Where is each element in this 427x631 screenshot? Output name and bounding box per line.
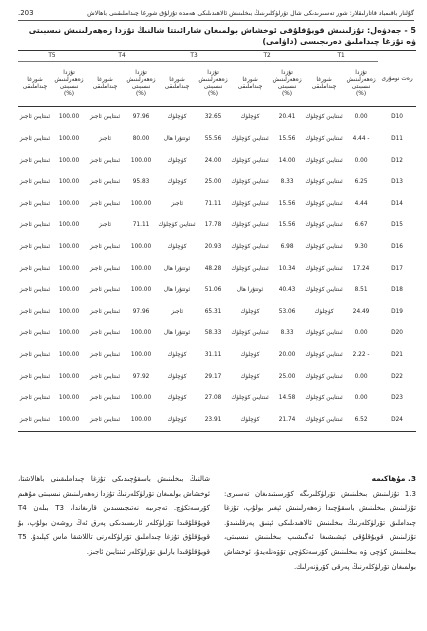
tolerance-header: شورغا چىداملىقى [230, 62, 270, 107]
rate-cell: 25.00 [278, 373, 296, 380]
tolerance-cell: ئىنتايىن كۈچلۈك [305, 351, 343, 358]
rate-cell: 17.24 [352, 265, 370, 272]
tolerance-cell: ئىنتايىن ئاجىز [89, 287, 121, 294]
tolerance-cell: كۈچلۈك [240, 114, 260, 121]
rate-cell: 95.83 [132, 179, 150, 186]
left-column-text: شالنىڭ بىخلىنىش باسقۇچىدىكى تۇزغا چىداملىقىنى باھالاشتا، ئوخشاش بولمىغان تۆرلۈكلەرنىڭ تۇزدا زەھەرلىنىش نىسبىتى مۇھىم كۆرسەتكۈچ. تەجرىبە نەتىجىسىدىن قارىغاندا، T3 بىلەن T4 قويۇقلۇقىدا تۆرلۈكلەر ئارىسىدىكى پەرق ئەڭ روشەن بولۇپ، بۇ قويۇقلۇق تۇزغا چىداملىق تۆرلۈكلەرنى تاللاشقا ماس كېلىدۇ. T5 قويۇقلۇقىدا بارلىق تۆرلۈكلەر ئىنتايىن ئاجىز. [18, 475, 210, 556]
tolerance-cell: ئىنتايىن ئاجىز [19, 395, 51, 402]
tolerance-cell: ئىنتايىن ئاجىز [89, 351, 121, 358]
rate-cell: 48.28 [204, 265, 222, 272]
tolerance-cell: ئىنتايىن ئاجىز [89, 157, 121, 164]
rate-cell: 100.00 [58, 265, 80, 272]
rate-cell: 100.00 [58, 200, 80, 207]
tolerance-cell: ئىنتايىن كۈچلۈك [305, 287, 343, 294]
table-row [18, 107, 416, 129]
table-row [18, 345, 416, 367]
results-table [18, 50, 416, 432]
row-id-cell: D13 [391, 179, 403, 186]
rate-cell: 21.74 [270, 409, 304, 431]
rate-header [344, 62, 378, 107]
tolerance-cell: ئىنتايىن كۈچلۈك [231, 135, 269, 142]
tolerance-cell: ئىنتايىن كۈچلۈك [231, 200, 269, 207]
rate-cell: 53.06 [278, 308, 296, 315]
tolerance-cell: ئىنتايىن ئاجىز [19, 179, 51, 186]
table-row [18, 366, 416, 388]
tolerance-cell: ئىنتايىن كۈچلۈك [158, 222, 196, 229]
tolerance-cell: كۈچلۈك [167, 351, 187, 358]
row-id-cell: D10 [391, 114, 403, 121]
tolerance-cell: ئىنتايىن ئاجىز [18, 409, 52, 431]
tolerance-cell: ئاجىز [171, 200, 183, 207]
tolerance-cell: ئىنتايىن ئاجىز [19, 287, 51, 294]
tolerance-cell: ئىنتايىن ئاجىز [19, 308, 51, 315]
rate-cell: 6.98 [280, 243, 294, 250]
row-id-cell: D22 [391, 373, 403, 380]
rate-cell: 100.00 [130, 243, 152, 250]
table-row [18, 237, 416, 259]
rate-cell: 20.41 [278, 114, 296, 121]
rate-header-unit: (%) [208, 91, 219, 97]
rate-cell: 4.44 [354, 200, 368, 207]
rate-cell: 100.00 [58, 373, 80, 380]
table-body [18, 107, 416, 432]
tolerance-cell: ئىنتايىن ئاجىز [19, 200, 51, 207]
tolerance-cell: ئىنتايىن ئاجىز [19, 222, 51, 229]
rate-cell: 100.00 [130, 287, 152, 294]
tolerance-cell: ئىنتايىن كۈچلۈك [304, 409, 344, 431]
row-id-cell: D17 [391, 265, 403, 272]
group-header-t5: T5 [18, 51, 86, 62]
sub-header-row [18, 62, 416, 107]
tolerance-cell: كۈچلۈك [240, 308, 260, 315]
row-id-cell: D15 [391, 222, 403, 229]
rate-cell: 4.44 - [352, 135, 370, 142]
rate-header-label: تۇزدا زەھەرلىنىش نىسبىتى [272, 70, 302, 90]
row-id-cell: D23 [391, 395, 403, 402]
rate-cell: 0.00 [354, 395, 368, 402]
tolerance-cell: ئىنتايىن كۈچلۈك [305, 330, 343, 337]
rate-cell: 14.00 [278, 157, 296, 164]
tolerance-cell: كۈچلۈك [167, 114, 187, 121]
right-column-text: 1.3 تۇزلىنىش بىخلىنىش تۆرلۈكلىرىگە كۆرسىتىدىغان تەسىرى: تۇزلىنىش بىخلىنىش باسقۇچىدا زەھەرلىنىش ئېغىر بولۇپ، تۇزغا چىداملىق تۆرلۈكلەرنىڭ بىخلىنىش ئالاھىدىلىكى ئېنىق پەرقلىنىدۇ. تۇزلىنىش قويۇقلۇقى ئېشىشىغا ئەگىشىپ بىخلىنىش نىسبىتى، بىخلىنىش كۈچى ۋە بىخلىنىش كۆرسەتكۈچى تۆۋەنلەيدۇ، ئوخشاش بولمىغان تۆرلۈكلەرنىڭ پەرقى كۆرۈنەرلىك. [224, 489, 416, 571]
rate-cell: 15.56 [278, 222, 296, 229]
section-heading: 3. مۇھاكىمە [371, 474, 416, 483]
rate-cell: 100.00 [130, 395, 152, 402]
row-id-cell: D20 [391, 330, 403, 337]
rate-cell: 0.00 [354, 114, 368, 121]
tolerance-cell: ئىنتايىن كۈچلۈك [305, 395, 343, 402]
rate-header-label: تۇزدا زەھەرلىنىش نىسبىتى [126, 70, 156, 90]
rate-cell: 20.93 [204, 243, 222, 250]
tolerance-cell: كۈچلۈك [314, 308, 334, 315]
table-caption: 5 - جەدۋەل: تۇزلىنىش قويۇقلۇقى ئوخشاش بولمىغان شارائىتتا شالنىڭ تۇزدا زەھەرلىنىش نىسبىتى ۋە تۇزغا چىداملىق دەرىجىسى (داۋامى) [28, 26, 416, 46]
rate-cell: 80.00 [132, 135, 150, 142]
rate-cell: 27.08 [204, 395, 222, 402]
right-column [224, 472, 416, 574]
table-row [18, 280, 416, 302]
rate-cell: 100.00 [58, 351, 80, 358]
rate-cell: 8.33 [280, 179, 294, 186]
table-row [18, 258, 416, 280]
tolerance-cell: كۈچلۈك [158, 409, 196, 431]
rate-cell: 100.00 [58, 287, 80, 294]
table-row [18, 215, 416, 237]
tolerance-cell: كۈچلۈك [167, 395, 187, 402]
tolerance-cell: ئىنتايىن ئاجىز [19, 373, 51, 380]
rate-cell: 100.00 [124, 409, 158, 431]
tolerance-cell: ئوتتۇرا ھال [163, 135, 191, 142]
rate-cell: 100.00 [58, 330, 80, 337]
tolerance-cell: ئىنتايىن ئاجىز [19, 330, 51, 337]
tolerance-header: شورغا چىداملىقى [304, 62, 344, 107]
tolerance-cell: ئىنتايىن كۈچلۈك [305, 222, 343, 229]
tolerance-header: شورغا چىداملىقى [18, 62, 52, 107]
left-column [18, 472, 210, 560]
table-row [18, 193, 416, 215]
rate-header-unit: (%) [136, 91, 147, 97]
tolerance-cell: ئىنتايىن كۈچلۈك [231, 330, 269, 337]
rate-cell: 100.00 [58, 179, 80, 186]
rate-cell: 97.96 [132, 114, 150, 121]
tolerance-cell: ئىنتايىن ئاجىز [86, 409, 124, 431]
tolerance-cell: ئىنتايىن ئاجىز [19, 243, 51, 250]
tolerance-cell: ئوتتۇرا ھال [163, 265, 191, 272]
tolerance-cell: ئىنتايىن كۈچلۈك [305, 200, 343, 207]
row-id-cell: D12 [391, 157, 403, 164]
rate-cell: 31.11 [204, 351, 222, 358]
rate-header-label: تۇزدا زەھەرلىنىش نىسبىتى [54, 70, 84, 90]
table-row [18, 323, 416, 345]
tolerance-header: شورغا چىداملىقى [86, 62, 124, 107]
rate-cell: 8.51 [354, 287, 368, 294]
tolerance-cell: ئاجىز [99, 135, 111, 142]
tolerance-cell: ئىنتايىن كۈچلۈك [231, 222, 269, 229]
rate-cell: 6.25 [354, 179, 368, 186]
tolerance-header: شورغا چىداملىقى [158, 62, 196, 107]
tolerance-cell: ئىنتايىن ئاجىز [19, 114, 51, 121]
tolerance-cell: ئىنتايىن كۈچلۈك [305, 179, 343, 186]
rate-cell: 17.78 [204, 222, 222, 229]
table-row [18, 150, 416, 172]
table-row [18, 172, 416, 194]
tolerance-cell: كۈچلۈك [167, 157, 187, 164]
table-row [18, 129, 416, 151]
tolerance-cell: ئىنتايىن كۈچلۈك [305, 114, 343, 121]
rate-cell: 100.00 [58, 222, 80, 229]
tolerance-cell: ئىنتايىن ئاجىز [19, 157, 51, 164]
tolerance-cell: ئىنتايىن كۈچلۈك [231, 157, 269, 164]
rate-header-unit: (%) [356, 91, 367, 97]
tolerance-cell: ئىنتايىن كۈچلۈك [305, 373, 343, 380]
rate-cell: 100.00 [130, 157, 152, 164]
rate-cell: 8.33 [280, 330, 294, 337]
rate-cell: 14.58 [278, 395, 296, 402]
rate-cell: 100.00 [130, 200, 152, 207]
tolerance-cell: ئىنتايىن ئاجىز [89, 200, 121, 207]
row-id-cell: D18 [391, 287, 403, 294]
rate-cell: 100.00 [58, 157, 80, 164]
rate-cell: 71.11 [204, 200, 222, 207]
tolerance-cell: ئىنتايىن ئاجىز [89, 243, 121, 250]
tolerance-cell: ئىنتايىن ئاجىز [19, 351, 51, 358]
rate-cell: 100.00 [130, 351, 152, 358]
rate-cell: 58.33 [204, 330, 222, 337]
rate-cell: 100.00 [130, 330, 152, 337]
rate-cell: 0.00 [354, 330, 368, 337]
body-text [18, 472, 416, 622]
rate-cell: 2.22 - [352, 351, 370, 358]
row-id-cell: D11 [391, 135, 403, 142]
rate-cell: 97.96 [132, 308, 150, 315]
rate-cell: 40.43 [278, 287, 296, 294]
rate-header [52, 62, 86, 107]
rate-cell: 55.56 [204, 135, 222, 142]
row-id-cell: D19 [391, 308, 403, 315]
table-row [18, 388, 416, 410]
rate-cell: 6.67 [354, 222, 368, 229]
treatment-group-row [18, 51, 416, 62]
tolerance-cell: ئوتتۇرا ھال [236, 287, 264, 294]
tolerance-cell: ئىنتايىن ئاجىز [89, 179, 121, 186]
rate-cell: 97.92 [132, 373, 150, 380]
tolerance-cell: كۈچلۈك [230, 409, 270, 431]
tolerance-cell: ئىنتايىن ئاجىز [89, 265, 121, 272]
tolerance-cell: ئىنتايىن كۈچلۈك [305, 243, 343, 250]
tolerance-cell: ئىنتايىن كۈچلۈك [231, 243, 269, 250]
group-header-t4: T4 [86, 51, 158, 62]
rate-header-label: تۇزدا زەھەرلىنىش نىسبىتى [198, 70, 228, 90]
rate-cell: 100.00 [58, 243, 80, 250]
rate-cell: 100.00 [58, 114, 80, 121]
tolerance-cell: ئوتتۇرا ھال [163, 287, 191, 294]
rate-header-unit: (%) [63, 91, 75, 97]
rate-header [124, 62, 158, 107]
tolerance-cell: ئىنتايىن كۈچلۈك [305, 265, 343, 272]
tolerance-cell: ئىنتايىن كۈچلۈك [231, 265, 269, 272]
tolerance-cell: ئىنتايىن كۈچلۈك [305, 157, 343, 164]
rate-cell: 24.49 [352, 308, 370, 315]
row-number-header: رەت نومۇرى [378, 51, 416, 107]
rate-cell: 0.00 [354, 373, 368, 380]
tolerance-cell: كۈچلۈك [167, 373, 187, 380]
tolerance-cell: ئاجىز [171, 308, 183, 315]
rate-cell: 100.00 [52, 409, 86, 431]
tolerance-cell: ئىنتايىن كۈچلۈك [305, 135, 343, 142]
rate-header-label: تۇزدا زەھەرلىنىش نىسبىتى [346, 70, 376, 90]
rate-cell: 51.06 [204, 287, 222, 294]
rate-cell: 15.56 [278, 135, 296, 142]
rate-cell: 100.00 [58, 395, 80, 402]
rate-cell: 100.00 [58, 135, 80, 142]
tolerance-cell: ئىنتايىن ئاجىز [89, 308, 121, 315]
tolerance-cell: كۈچلۈك [240, 373, 260, 380]
running-header [18, 6, 414, 21]
tolerance-cell: ئىنتايىن ئاجىز [89, 373, 121, 380]
tolerance-cell: ئىنتايىن ئاجىز [89, 114, 121, 121]
rate-cell: 9.30 [354, 243, 368, 250]
tolerance-cell: ئىنتايىن ئاجىز [19, 135, 51, 142]
tolerance-cell: ئىنتايىن ئاجىز [89, 395, 121, 402]
table-row [18, 301, 416, 323]
tolerance-cell: ئاجىز [99, 222, 111, 229]
rate-cell: 15.56 [278, 200, 296, 207]
group-header-t1: T1 [304, 51, 378, 62]
tolerance-cell: ئىنتايىن ئاجىز [19, 265, 51, 272]
rate-cell: 71.11 [132, 222, 150, 229]
table-row [18, 409, 416, 431]
group-header-t2: T2 [230, 51, 304, 62]
tolerance-cell: ئىنتايىن كۈچلۈك [231, 179, 269, 186]
page-number: .203 [18, 9, 34, 17]
rate-cell: 65.31 [204, 308, 222, 315]
rate-header [196, 62, 230, 107]
tolerance-cell: ئىنتايىن كۈچلۈك [231, 395, 269, 402]
group-header-t3: T3 [158, 51, 230, 62]
rate-cell: 20.00 [278, 351, 296, 358]
rate-cell: 100.00 [58, 308, 80, 315]
tolerance-cell: كۈچلۈك [167, 243, 187, 250]
rate-cell: 29.17 [204, 373, 222, 380]
rate-header [270, 62, 304, 107]
rate-cell: 32.65 [204, 114, 222, 121]
rate-cell: 10.34 [278, 265, 296, 272]
row-id-cell: D14 [391, 200, 403, 207]
rate-cell: 25.00 [204, 179, 222, 186]
running-title: گۇلنار باقىمباد قاتارلىقلار: شور تەسىرىدىكى شال تۆرلۈكلىرىنىڭ بىخلىنىش ئالاھىدىلىكى ھەمدە تۇزلۇق شورغا چىداملىقىنى باھالاش [87, 9, 414, 17]
rate-cell: 0.00 [354, 157, 368, 164]
rate-header-unit: (%) [282, 91, 293, 97]
row-id-cell: D21 [391, 351, 403, 358]
rate-cell: 100.00 [130, 265, 152, 272]
rate-cell: 23.91 [196, 409, 230, 431]
tolerance-cell: كۈچلۈك [240, 351, 260, 358]
row-id-cell: D16 [391, 243, 403, 250]
rate-cell: 24.00 [204, 157, 222, 164]
rate-cell: 6.52 [344, 409, 378, 431]
tolerance-cell: ئىنتايىن ئاجىز [89, 330, 121, 337]
row-id-cell: D24 [378, 409, 416, 431]
tolerance-cell: ئوتتۇرا ھال [163, 330, 191, 337]
tolerance-cell: كۈچلۈك [167, 179, 187, 186]
